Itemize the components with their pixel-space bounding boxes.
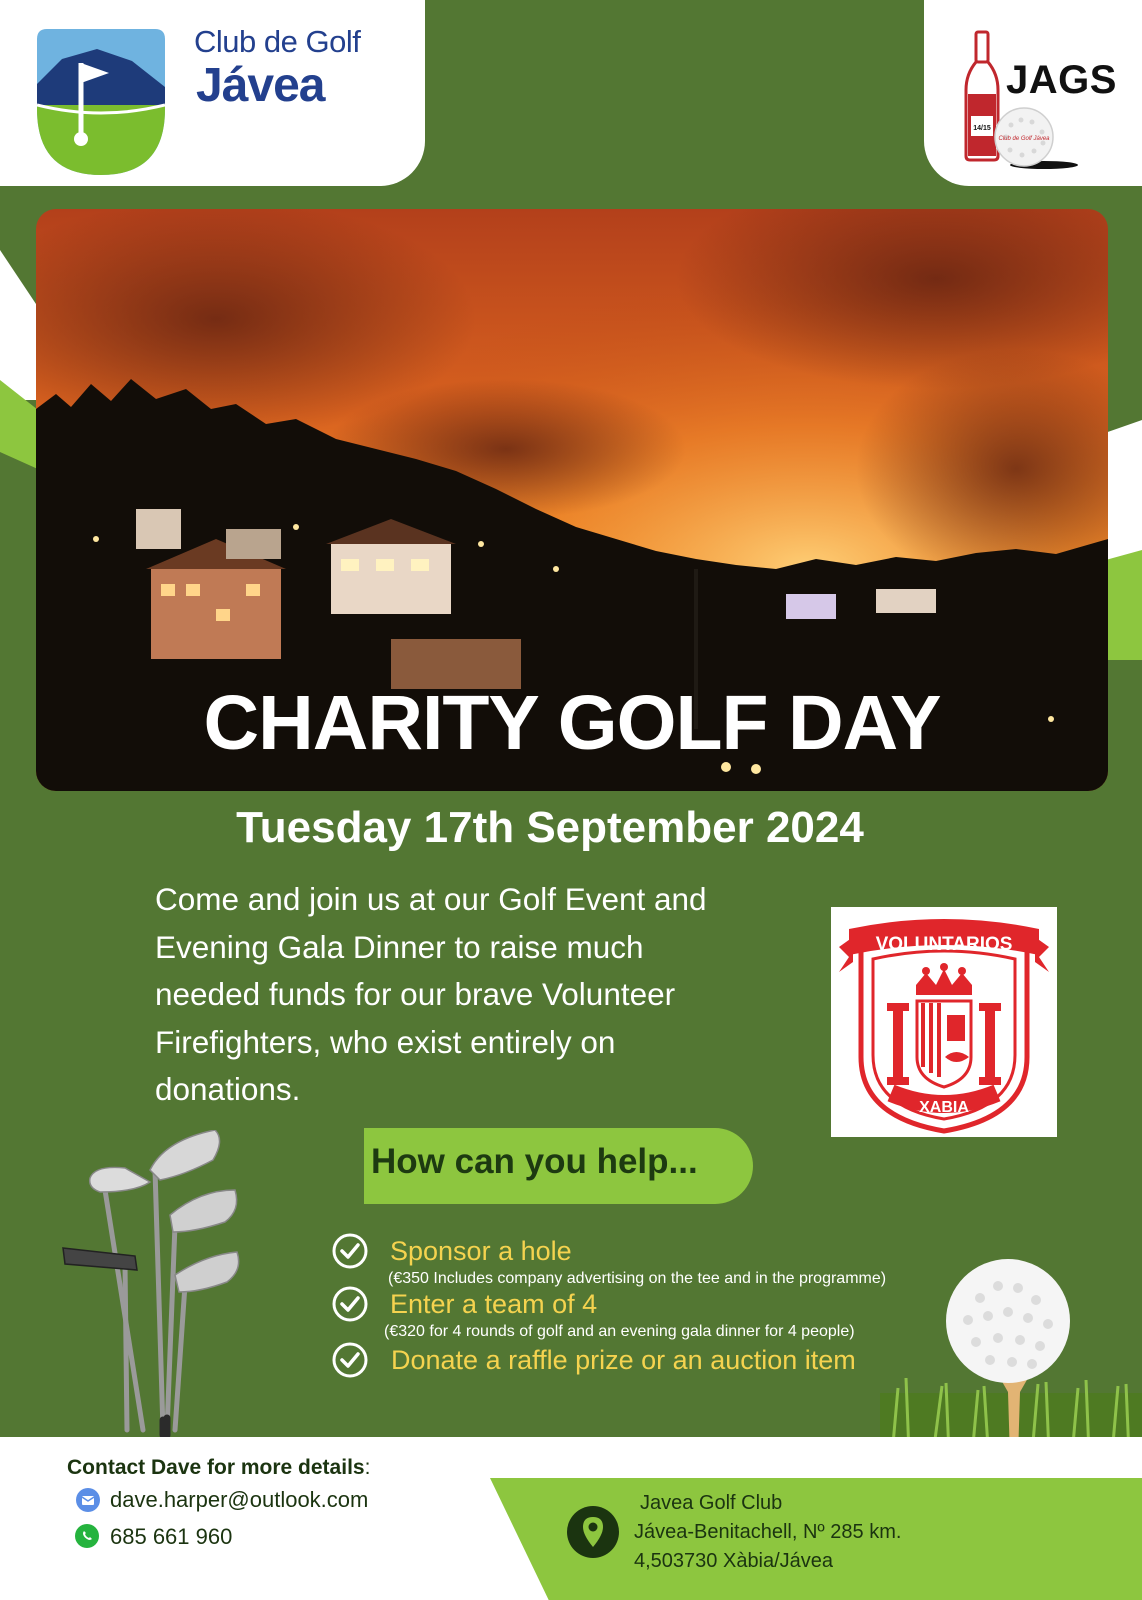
contact-email-link[interactable]: dave.harper@outlook.com: [110, 1487, 369, 1512]
event-description: [155, 876, 795, 1114]
help-option-sponsor: Sponsor a hole: [390, 1236, 572, 1266]
badge-banner-text: VOLUNTARIOS: [875, 934, 1013, 955]
help-option-team: Enter a team of 4: [390, 1289, 598, 1319]
check-circle-icon: [331, 1341, 369, 1379]
address-line1: Jávea-Benitachell, Nº 285 km.: [634, 1521, 902, 1543]
event-description-line: donations.: [155, 1071, 301, 1107]
location-pin-icon: [567, 1506, 619, 1558]
event-description-line: Evening Gala Dinner to raise much: [155, 928, 644, 965]
hero-image: [36, 209, 1108, 791]
decor-band-white-left: [0, 250, 40, 400]
golf-ball-icon: [986, 105, 1082, 171]
decor-band-lime-right: [1102, 550, 1142, 660]
club-flag-shield-icon: [37, 29, 165, 175]
event-date: Tuesday 17th September 2024: [236, 803, 864, 852]
hero-title: CHARITY GOLF DAY: [203, 680, 941, 766]
address-name: Javea Golf Club: [640, 1492, 783, 1514]
jags-logo-panel: [924, 0, 1142, 186]
contact-heading-colon: :: [364, 1456, 371, 1479]
event-description-line: Come and join us at our Golf Event and: [155, 881, 707, 917]
contact-heading-text: Contact Dave for more details: [67, 1456, 365, 1479]
event-description-line: Firefighters, who exist entirely on: [155, 1023, 616, 1060]
firefighter-shield-icon: [831, 907, 1057, 1137]
volunteer-badge: [831, 907, 1057, 1137]
golf-clubs-icon: [55, 1130, 265, 1440]
contact-phone-link[interactable]: 685 661 960: [110, 1524, 233, 1549]
golf-ball-text: Club de Golf Jávea: [998, 136, 1050, 142]
badge-town-text: XABIA: [919, 1099, 969, 1116]
contact-heading: [67, 1456, 370, 1480]
club-name-line2: Jávea: [196, 59, 325, 112]
decor-band-white-right: [1102, 420, 1142, 560]
bottle-label: 14/15: [973, 125, 991, 132]
help-option-sponsor-note: (€350 Includes company advertising on the tee and in the programme): [388, 1270, 887, 1287]
club-name-line1: Club de Golf: [194, 24, 361, 59]
help-option-team-note: (€320 for 4 rounds of golf and an evening gala dinner for 4 people): [384, 1323, 855, 1340]
help-option-donate: Donate a raffle prize or an auction item: [391, 1345, 856, 1375]
help-heading: How can you help...: [371, 1142, 698, 1181]
check-circle-icon: [331, 1232, 369, 1270]
event-description-line: needed funds for our brave Volunteer: [155, 976, 676, 1012]
whatsapp-icon: [75, 1524, 99, 1548]
check-circle-icon: [331, 1285, 369, 1323]
club-logo-panel: [0, 0, 425, 186]
email-icon: [76, 1488, 100, 1512]
jags-logo-text: JAGS: [1006, 58, 1117, 102]
address-line2: 4,503730 Xàbia/Jávea: [634, 1550, 834, 1572]
